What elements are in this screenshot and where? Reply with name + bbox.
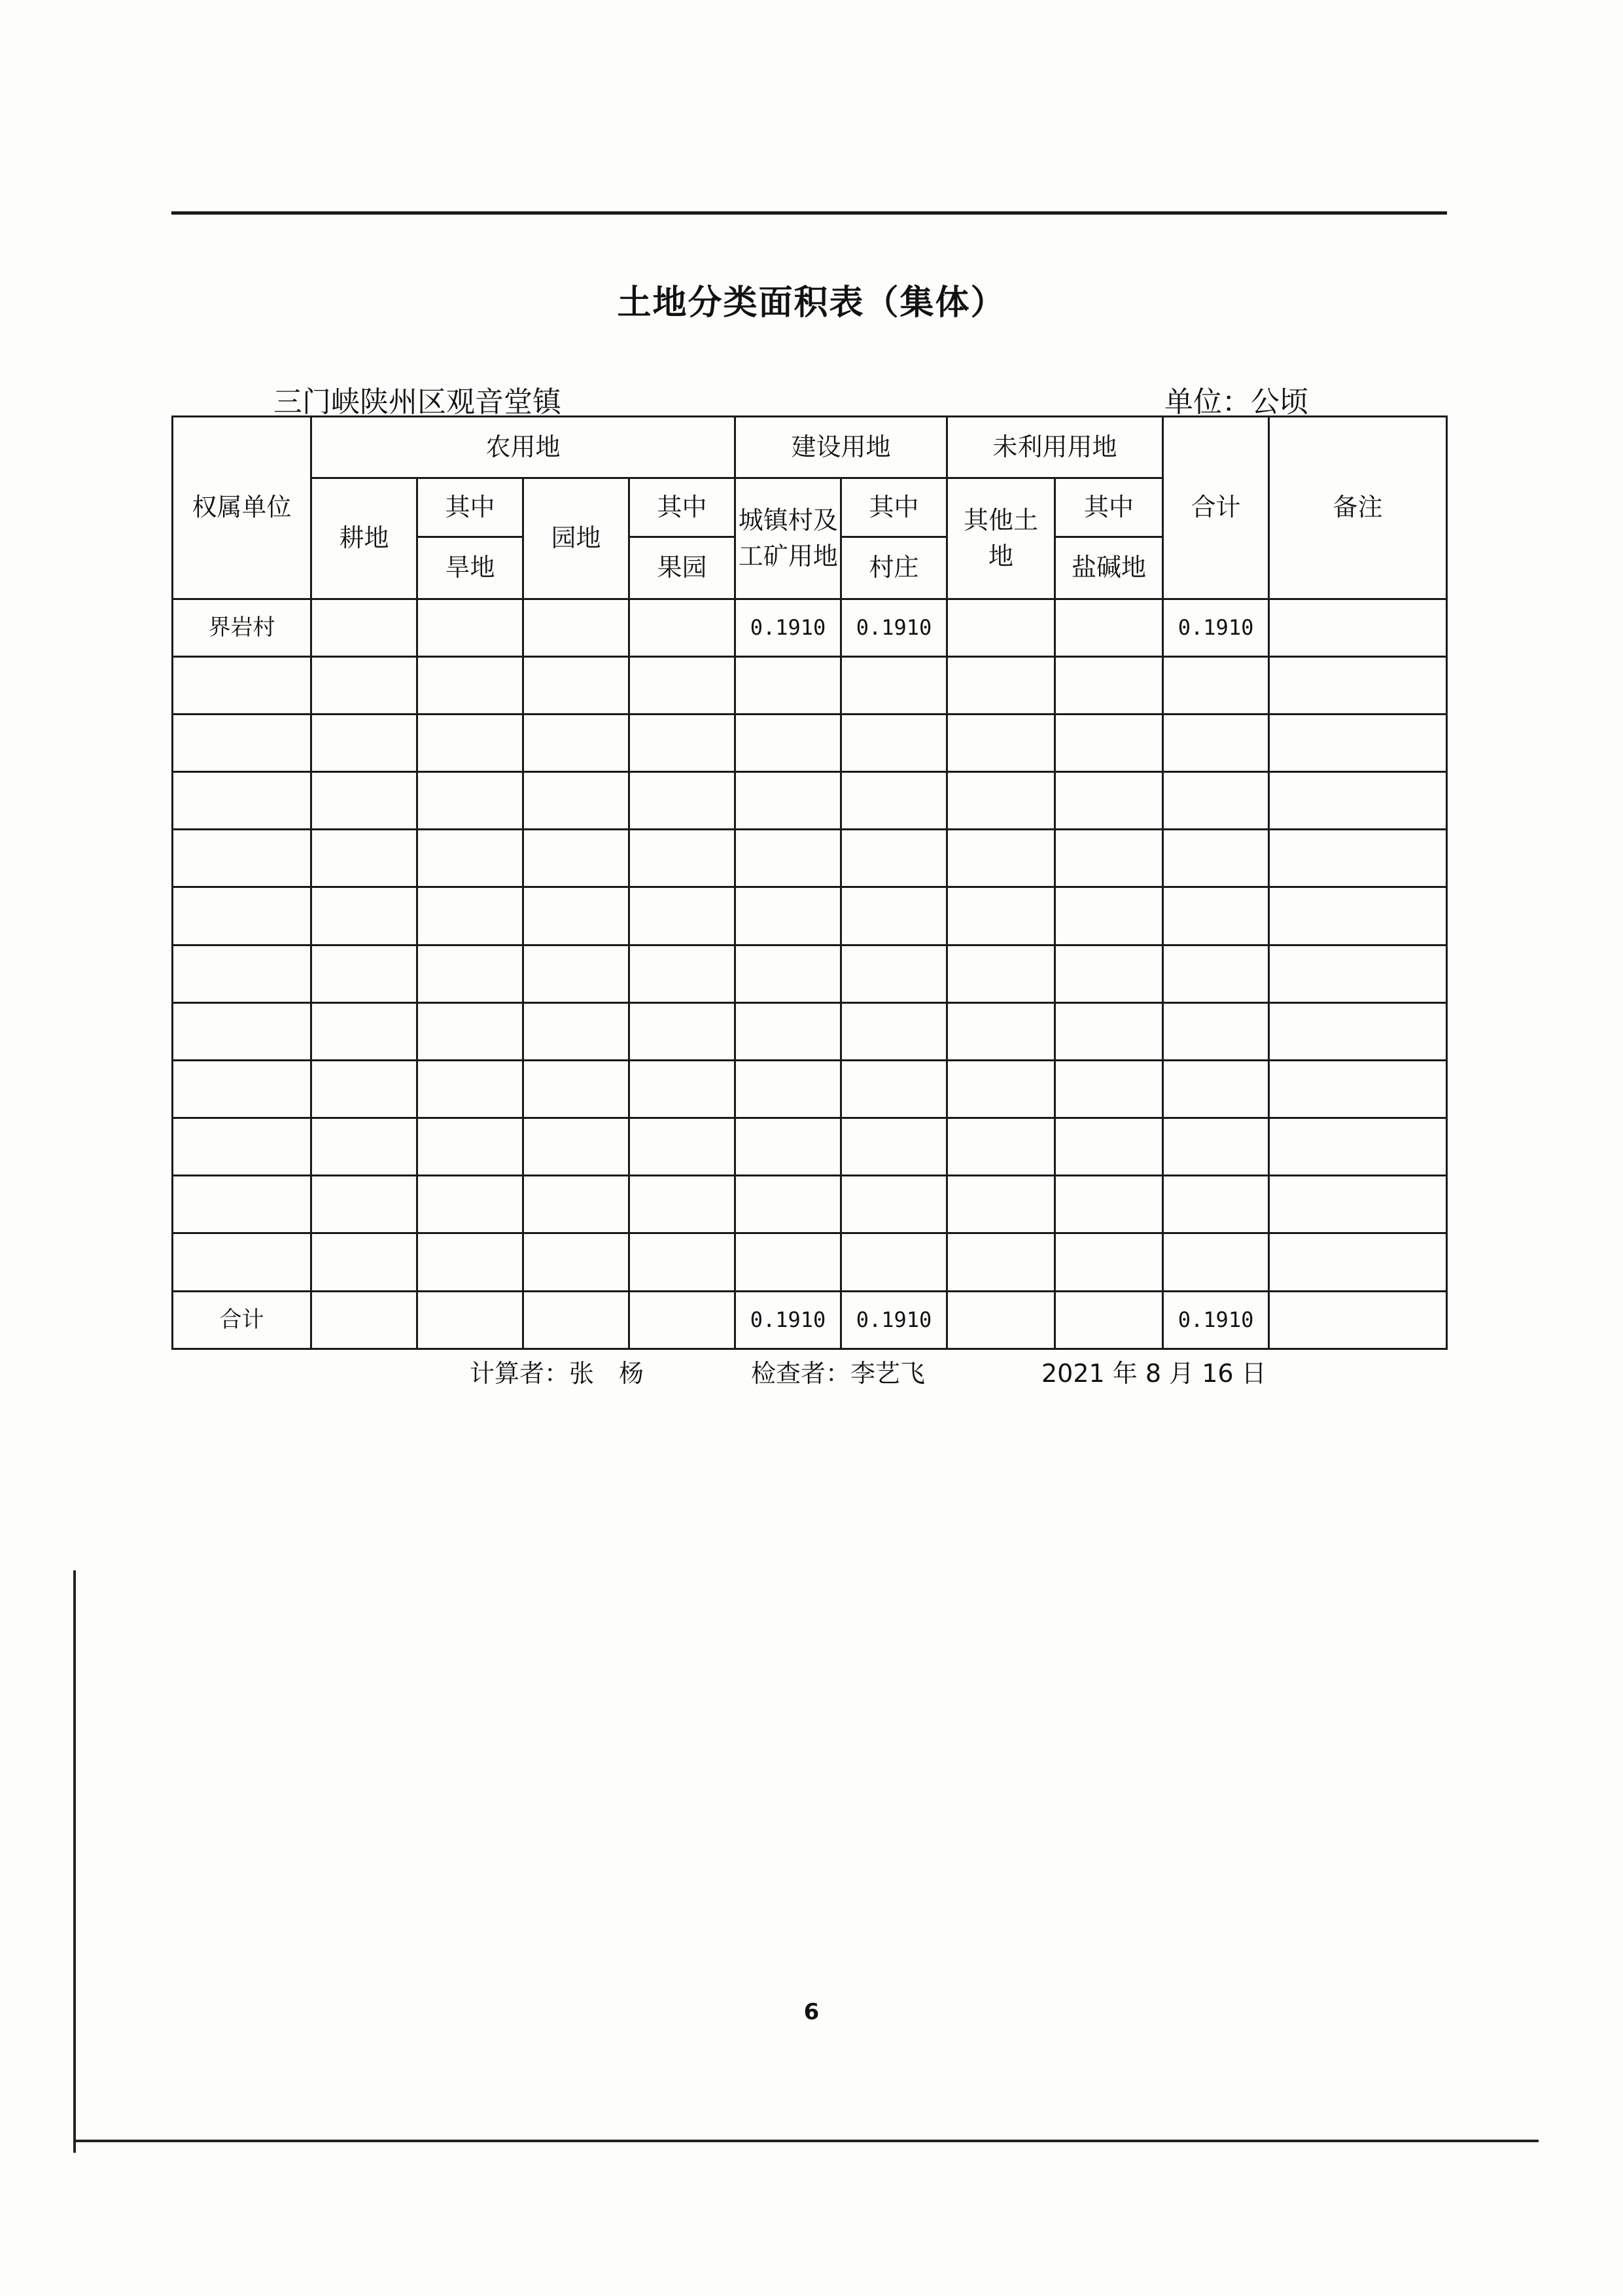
land-area-table: [171, 415, 1448, 1350]
cell-urban: [735, 1233, 841, 1291]
region-label: 三门峡陕州区观音堂镇: [273, 385, 561, 419]
cell-saline: [1055, 599, 1163, 656]
cell-arable: [311, 1118, 417, 1176]
cell-arable: [311, 830, 417, 887]
cell-owner: [173, 1176, 311, 1233]
cell-arable: [311, 1002, 417, 1060]
cell-other-land: [947, 714, 1055, 771]
cell-arable: [311, 1176, 417, 1233]
header-urban-industrial: [735, 478, 841, 599]
cell-dry: [417, 1118, 523, 1176]
page-number: 6: [803, 1999, 820, 2025]
cell-village: [841, 1060, 947, 1118]
cell-dry: [417, 1060, 523, 1118]
total-cell-village: 0.1910: [841, 1291, 947, 1349]
cell-saline: [1055, 1002, 1163, 1060]
cell-urban: [735, 1176, 841, 1233]
cell-urban: [735, 772, 841, 830]
cell-village: [841, 945, 947, 1002]
cell-garden: [523, 599, 629, 656]
cell-urban: [735, 830, 841, 887]
cell-orchard: [629, 887, 735, 945]
cell-saline: [1055, 1060, 1163, 1118]
cell-remark: [1269, 599, 1447, 656]
cell-dry: [417, 772, 523, 830]
cell-total: [1163, 656, 1269, 714]
total-cell-arable: [311, 1291, 417, 1349]
cell-remark: [1269, 714, 1447, 771]
cell-orchard: [629, 1002, 735, 1060]
table-row-empty: [173, 1060, 1447, 1118]
cell-arable: [311, 772, 417, 830]
cell-other-land: [947, 1233, 1055, 1291]
header-total: 合计: [1163, 417, 1269, 599]
cell-garden: [523, 1060, 629, 1118]
totals-row: [173, 1291, 1447, 1349]
header-agricultural-land: 农用地: [311, 417, 735, 478]
cell-orchard: [629, 945, 735, 1002]
cell-other-land: [947, 945, 1055, 1002]
unit-label: 单位：公顷: [1164, 385, 1308, 419]
total-cell-orchard: [629, 1291, 735, 1349]
cell-owner: [173, 1233, 311, 1291]
cell-total: [1163, 1060, 1269, 1118]
cell-saline: [1055, 887, 1163, 945]
cell-remark: [1269, 945, 1447, 1002]
table-row-empty: [173, 714, 1447, 771]
total-cell-dry: [417, 1291, 523, 1349]
bottom-rule: [73, 2140, 1539, 2142]
cell-garden: [523, 656, 629, 714]
cell-arable: [311, 1060, 417, 1118]
table-row-empty: [173, 656, 1447, 714]
header-dry-land: 旱地: [417, 537, 523, 599]
cell-other-land: [947, 772, 1055, 830]
cell-garden: [523, 1176, 629, 1233]
top-rule: [171, 211, 1447, 215]
header-garden: 园地: [523, 478, 629, 599]
cell-village: [841, 714, 947, 771]
total-cell-other-land: [947, 1291, 1055, 1349]
cell-orchard: [629, 1176, 735, 1233]
header-arable: 耕地: [311, 478, 417, 599]
report-date: 2021 年 8 月 16 日: [1041, 1359, 1266, 1388]
cell-total: [1163, 1233, 1269, 1291]
header-of-which-village: 其中: [841, 478, 947, 537]
table-row-empty: [173, 945, 1447, 1002]
cell-garden: [523, 945, 629, 1002]
header-orchard: 果园: [629, 537, 735, 599]
cell-owner: [173, 887, 311, 945]
cell-dry: [417, 599, 523, 656]
cell-dry: [417, 830, 523, 887]
cell-other-land: [947, 599, 1055, 656]
cell-dry: [417, 945, 523, 1002]
cell-village: [841, 887, 947, 945]
cell-village: [841, 830, 947, 887]
cell-total: [1163, 945, 1269, 1002]
cell-owner: [173, 656, 311, 714]
cell-garden: [523, 1002, 629, 1060]
cell-owner: [173, 830, 311, 887]
cell-village: 0.1910: [841, 599, 947, 656]
cell-urban: [735, 887, 841, 945]
cell-dry: [417, 1176, 523, 1233]
cell-urban: 0.1910: [735, 599, 841, 656]
cell-total: [1163, 1176, 1269, 1233]
cell-owner: [173, 1118, 311, 1176]
total-cell-urban: 0.1910: [735, 1291, 841, 1349]
cell-orchard: [629, 1233, 735, 1291]
total-cell-garden: [523, 1291, 629, 1349]
header-saline: 盐碱地: [1055, 537, 1163, 599]
calculator-signature: 计算者：张 杨: [470, 1359, 644, 1388]
total-cell-owner: 合计: [173, 1291, 311, 1349]
header-other-land: [947, 478, 1055, 599]
cell-total: [1163, 772, 1269, 830]
cell-dry: [417, 714, 523, 771]
cell-garden: [523, 714, 629, 771]
cell-other-land: [947, 887, 1055, 945]
cell-garden: [523, 1233, 629, 1291]
cell-total: 0.1910: [1163, 599, 1269, 656]
table-row-empty: [173, 1176, 1447, 1233]
cell-arable: [311, 656, 417, 714]
header-other-land-text: 其他土地: [964, 505, 1039, 571]
cell-remark: [1269, 887, 1447, 945]
cell-village: [841, 1176, 947, 1233]
cell-saline: [1055, 945, 1163, 1002]
cell-saline: [1055, 1233, 1163, 1291]
cell-other-land: [947, 1002, 1055, 1060]
table-row-empty: [173, 887, 1447, 945]
cell-saline: [1055, 1176, 1163, 1233]
cell-village: [841, 1002, 947, 1060]
cell-other-land: [947, 656, 1055, 714]
cell-urban: [735, 1118, 841, 1176]
cell-village: [841, 656, 947, 714]
cell-saline: [1055, 656, 1163, 714]
cell-village: [841, 1118, 947, 1176]
cell-arable: [311, 887, 417, 945]
cell-dry: [417, 1233, 523, 1291]
cell-orchard: [629, 1118, 735, 1176]
total-cell-remark: [1269, 1291, 1447, 1349]
header-village: 村庄: [841, 537, 947, 599]
header-row-1: [173, 417, 1447, 478]
cell-other-land: [947, 1118, 1055, 1176]
cell-arable: [311, 945, 417, 1002]
cell-arable: [311, 599, 417, 656]
cell-orchard: [629, 772, 735, 830]
cell-total: [1163, 1002, 1269, 1060]
cell-orchard: [629, 656, 735, 714]
cell-owner: [173, 945, 311, 1002]
cell-other-land: [947, 830, 1055, 887]
cell-garden: [523, 887, 629, 945]
cell-other-land: [947, 1176, 1055, 1233]
header-urban-text: 城镇村及工矿用地: [738, 505, 838, 571]
cell-total: [1163, 887, 1269, 945]
cell-remark: [1269, 1002, 1447, 1060]
cell-owner: 界岩村: [173, 599, 311, 656]
cell-dry: [417, 1002, 523, 1060]
cell-urban: [735, 945, 841, 1002]
cell-remark: [1269, 656, 1447, 714]
table-row-empty: [173, 830, 1447, 887]
cell-garden: [523, 830, 629, 887]
page-title: 土地分类面积表（集体）: [617, 283, 1006, 323]
cell-owner: [173, 1060, 311, 1118]
header-unused-land: 未利用用地: [947, 417, 1163, 478]
cell-total: [1163, 1118, 1269, 1176]
cell-urban: [735, 1060, 841, 1118]
cell-garden: [523, 1118, 629, 1176]
table-row-empty: [173, 1118, 1447, 1176]
cell-total: [1163, 830, 1269, 887]
cell-village: [841, 1233, 947, 1291]
cell-owner: [173, 1002, 311, 1060]
header-construction-land: 建设用地: [735, 417, 947, 478]
cell-other-land: [947, 1060, 1055, 1118]
cell-dry: [417, 656, 523, 714]
cell-remark: [1269, 830, 1447, 887]
cell-owner: [173, 772, 311, 830]
left-margin-rule: [73, 1570, 76, 2153]
cell-saline: [1055, 1118, 1163, 1176]
table-row-empty: [173, 772, 1447, 830]
cell-saline: [1055, 772, 1163, 830]
total-cell-saline: [1055, 1291, 1163, 1349]
total-cell-total: 0.1910: [1163, 1291, 1269, 1349]
cell-urban: [735, 714, 841, 771]
cell-orchard: [629, 1060, 735, 1118]
cell-remark: [1269, 1176, 1447, 1233]
header-owner: 权属单位: [173, 417, 311, 599]
cell-urban: [735, 1002, 841, 1060]
header-of-which-saline: 其中: [1055, 478, 1163, 537]
cell-remark: [1269, 1233, 1447, 1291]
cell-remark: [1269, 1118, 1447, 1176]
header-remark: 备注: [1269, 417, 1447, 599]
cell-remark: [1269, 772, 1447, 830]
table-row-empty: [173, 1233, 1447, 1291]
cell-arable: [311, 714, 417, 771]
header-of-which-dry: 其中: [417, 478, 523, 537]
table-row-empty: [173, 1002, 1447, 1060]
table-row: [173, 599, 1447, 656]
checker-signature: 检查者：李艺飞: [751, 1359, 926, 1388]
cell-saline: [1055, 714, 1163, 771]
cell-orchard: [629, 830, 735, 887]
cell-village: [841, 772, 947, 830]
cell-total: [1163, 714, 1269, 771]
cell-dry: [417, 887, 523, 945]
cell-garden: [523, 772, 629, 830]
cell-arable: [311, 1233, 417, 1291]
cell-remark: [1269, 1060, 1447, 1118]
cell-orchard: [629, 714, 735, 771]
cell-orchard: [629, 599, 735, 656]
cell-owner: [173, 714, 311, 771]
cell-saline: [1055, 830, 1163, 887]
cell-urban: [735, 656, 841, 714]
header-of-which-orchard: 其中: [629, 478, 735, 537]
